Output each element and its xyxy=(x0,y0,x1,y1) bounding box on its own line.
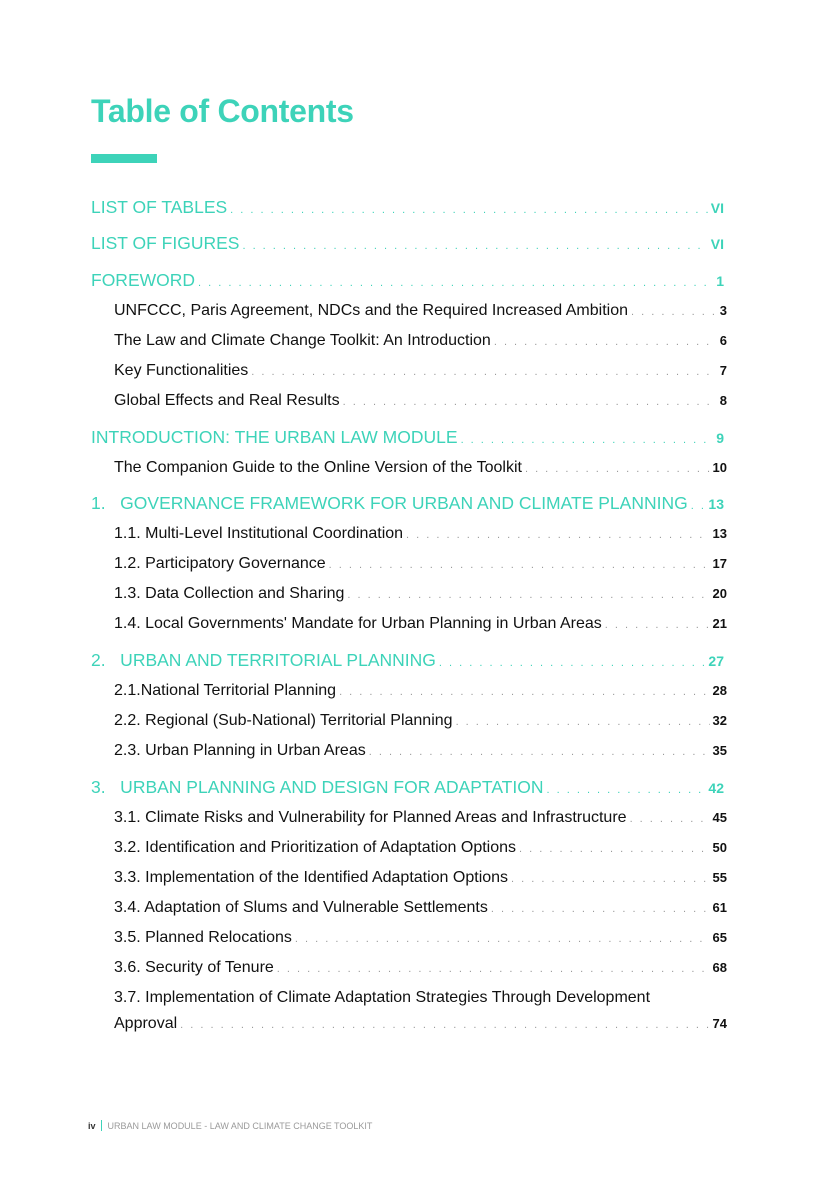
toc-page-number: VI xyxy=(710,236,724,252)
dot-leader xyxy=(230,204,708,216)
toc-entry-label: UNFCCC, Paris Agreement, NDCs and the Required Increased Ambition xyxy=(114,302,628,319)
toc-page-number: 55 xyxy=(712,870,727,885)
toc-page-number: 28 xyxy=(712,683,727,698)
toc-entry-label: 2.1.National Territorial Planning xyxy=(114,682,337,699)
toc-entry-label-line2: Approval xyxy=(114,1015,178,1032)
dot-leader xyxy=(547,784,706,796)
dot-leader xyxy=(295,933,710,945)
toc-page-number: 10 xyxy=(712,460,727,475)
toc-entry[interactable] xyxy=(91,650,724,671)
dot-leader xyxy=(180,1019,709,1031)
dot-leader xyxy=(461,434,714,446)
toc-entry-label: 1. GOVERNANCE FRAMEWORK FOR URBAN AND CLIMATE PLANNING xyxy=(91,493,688,513)
dot-leader xyxy=(343,396,717,408)
toc-entry[interactable] xyxy=(114,459,727,477)
toc-entry[interactable] xyxy=(114,809,727,827)
toc-entry-label: The Law and Climate Change Toolkit: An Introduction xyxy=(114,332,491,349)
toc-entry[interactable] xyxy=(114,839,727,857)
toc-page-number: 8 xyxy=(719,393,727,408)
toc-entry[interactable] xyxy=(91,493,724,514)
toc-entry[interactable] xyxy=(114,585,727,603)
toc-entry[interactable] xyxy=(91,427,724,448)
dot-leader xyxy=(525,463,710,475)
toc-page-number: 45 xyxy=(712,810,727,825)
toc-entry-label: 1.4. Local Governments' Mandate for Urban Planning in Urban Areas xyxy=(114,615,602,632)
toc-entry-label: Key Functionalities xyxy=(114,362,249,379)
toc-entry-label: 2.2. Regional (Sub-National) Territorial Planning xyxy=(114,712,453,729)
dot-leader xyxy=(511,873,709,885)
dot-leader xyxy=(491,903,710,915)
footer-separator xyxy=(101,1120,102,1131)
dot-leader xyxy=(406,529,709,541)
toc-entry[interactable] xyxy=(114,682,727,700)
toc-page-number: 68 xyxy=(712,960,727,975)
toc-entry[interactable] xyxy=(114,525,727,543)
dot-leader xyxy=(630,813,710,825)
toc-page-number: 1 xyxy=(716,273,724,289)
toc-page-number: 13 xyxy=(712,526,727,541)
toc-entry[interactable] xyxy=(114,1015,727,1033)
page-title: Table of Contents xyxy=(91,93,354,129)
dot-leader xyxy=(605,619,710,631)
dot-leader xyxy=(277,963,710,975)
toc-entry-label: INTRODUCTION: THE URBAN LAW MODULE xyxy=(91,427,458,447)
dot-leader xyxy=(242,240,707,252)
footer-text: URBAN LAW MODULE - LAW AND CLIMATE CHANGE TOOLKIT xyxy=(107,1121,373,1131)
toc-entry-label: The Companion Guide to the Online Version of the Toolkit xyxy=(114,459,522,476)
toc-entry[interactable] xyxy=(114,899,727,917)
toc-page-number: 61 xyxy=(712,900,727,915)
dot-leader xyxy=(456,716,710,728)
toc-entry[interactable] xyxy=(114,959,727,977)
toc-entry-label: 3.1. Climate Risks and Vulnerability for Planned Areas and Infrastructure xyxy=(114,809,627,826)
toc-page-number: 20 xyxy=(712,586,727,601)
toc-entry-label: FOREWORD xyxy=(91,270,196,290)
dot-leader xyxy=(691,500,706,512)
toc-entry-label: 2.3. Urban Planning in Urban Areas xyxy=(114,742,366,759)
page-footer xyxy=(88,1120,372,1131)
toc-page-number: 21 xyxy=(712,616,727,631)
dot-leader xyxy=(519,843,710,855)
toc-page-number: 35 xyxy=(712,743,727,758)
toc-page-number: 17 xyxy=(712,556,727,571)
toc-entry-label: 3.2. Identification and Prioritization of Adaptation Options xyxy=(114,839,517,856)
dot-leader xyxy=(631,306,717,318)
dot-leader xyxy=(494,336,717,348)
toc-entry[interactable] xyxy=(114,332,727,350)
toc-entry[interactable] xyxy=(114,302,727,320)
toc-entry[interactable] xyxy=(114,392,727,410)
toc-page-number: 3 xyxy=(719,303,727,318)
dot-leader xyxy=(369,746,710,758)
toc-entry[interactable] xyxy=(114,929,727,947)
toc-entry-label: 1.2. Participatory Governance xyxy=(114,555,326,572)
toc-entry[interactable] xyxy=(114,555,727,573)
toc-entry-label: 3.3. Implementation of the Identified Adaptation Options xyxy=(114,869,509,886)
toc-page-number: 7 xyxy=(719,363,727,378)
toc-entry[interactable] xyxy=(91,270,724,291)
dot-leader xyxy=(347,589,709,601)
toc-entry-label: LIST OF FIGURES xyxy=(91,233,240,253)
dot-leader xyxy=(329,559,710,571)
toc-entry-label-line1[interactable]: 3.7. Implementation of Climate Adaptation Strategies Through Development xyxy=(114,989,651,1006)
toc-entry[interactable] xyxy=(91,777,724,798)
toc-entry-label: LIST OF TABLES xyxy=(91,197,228,217)
toc-page-number: 50 xyxy=(712,840,727,855)
toc-page-number: 27 xyxy=(708,653,724,669)
toc-entry-label: 3. URBAN PLANNING AND DESIGN FOR ADAPTATION xyxy=(91,777,544,797)
toc-entry[interactable] xyxy=(114,712,727,730)
toc-page-number: 32 xyxy=(712,713,727,728)
toc-page-number: 42 xyxy=(708,780,724,796)
toc-entry[interactable] xyxy=(114,869,727,887)
dot-leader xyxy=(198,277,713,289)
toc-page-number: VI xyxy=(710,200,724,216)
toc-entry[interactable] xyxy=(114,615,727,633)
toc-entry-label: 3.6. Security of Tenure xyxy=(114,959,274,976)
toc-entry[interactable] xyxy=(91,197,724,218)
toc-entry-label: Global Effects and Real Results xyxy=(114,392,340,409)
toc-entry[interactable] xyxy=(114,742,727,760)
toc-page-number: 6 xyxy=(719,333,727,348)
dot-leader xyxy=(439,657,706,669)
toc-entry[interactable] xyxy=(91,233,724,254)
toc-page-number: 65 xyxy=(712,930,727,945)
dot-leader xyxy=(251,366,716,378)
toc-page-number: 9 xyxy=(716,430,724,446)
toc-entry-label: 1.1. Multi-Level Institutional Coordination xyxy=(114,525,404,542)
toc-entry-label: 1.3. Data Collection and Sharing xyxy=(114,585,345,602)
toc-page-number: 13 xyxy=(708,496,724,512)
toc-entry[interactable] xyxy=(114,362,727,380)
toc-entry-label: 2. URBAN AND TERRITORIAL PLANNING xyxy=(91,650,436,670)
toc-page-number: 74 xyxy=(712,1016,727,1031)
dot-leader xyxy=(339,686,709,698)
footer-page-number: iv xyxy=(88,1121,96,1131)
toc-entry-label: 3.5. Planned Relocations xyxy=(114,929,292,946)
toc-entry-label: 3.4. Adaptation of Slums and Vulnerable Settlements xyxy=(114,899,488,916)
